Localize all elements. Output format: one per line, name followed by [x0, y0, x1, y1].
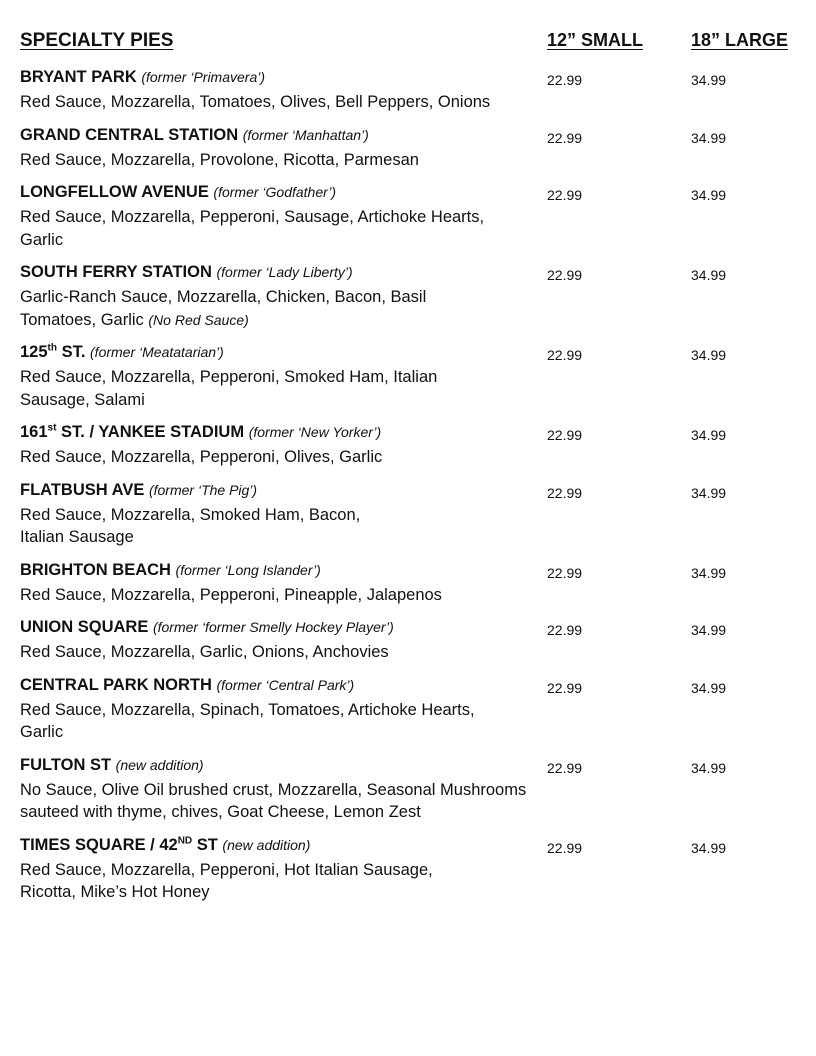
description-text: Red Sauce, Mozzarella, Smoked Ham, Bacon, [20, 505, 361, 524]
pie-name-text: BRIGHTON BEACH [20, 560, 171, 579]
description-line [20, 91, 800, 114]
menu-item [20, 836, 800, 904]
pie-description [20, 779, 800, 824]
menu-item-heading [20, 263, 800, 286]
pie-name [20, 263, 353, 282]
description-line [20, 526, 800, 549]
description-line [20, 721, 800, 744]
pie-former-name: (former ‘Godfather’) [213, 184, 337, 200]
pie-former-name: (former ‘Lady Liberty’) [216, 264, 353, 280]
pie-name-superscript: th [47, 342, 57, 354]
menu-item-heading [20, 836, 800, 859]
pie-name [20, 68, 265, 87]
description-line [20, 286, 800, 309]
small-price: 22.99 [547, 347, 583, 363]
description-line [20, 641, 800, 664]
menu-item-heading [20, 68, 800, 91]
pie-description [20, 91, 800, 114]
menu-item [20, 756, 800, 824]
pie-name [20, 481, 257, 500]
large-price: 34.99 [691, 484, 727, 501]
menu-item [20, 618, 800, 664]
menu-item [20, 263, 800, 331]
pie-description [20, 286, 800, 331]
pie-description [20, 366, 800, 411]
small-price: 22.99 [547, 679, 583, 696]
large-price: 34.99 [691, 622, 727, 638]
pie-name [20, 423, 381, 442]
menu-item [20, 343, 800, 411]
pie-former-name: (former ‘Long Islander’) [175, 561, 321, 578]
pie-name [20, 343, 224, 362]
pie-former-name: (former ‘New Yorker’) [248, 424, 382, 440]
pie-former-name: (former ‘Manhattan’) [242, 126, 369, 143]
description-text: Red Sauce, Mozzarella, Garlic, Onions, Anchovies [20, 643, 389, 661]
description-line [20, 584, 800, 607]
description-text: Garlic [20, 230, 64, 249]
small-price: 22.99 [547, 484, 583, 501]
description-line [20, 446, 800, 469]
large-price: 34.99 [691, 187, 727, 203]
large-price: 34.99 [691, 347, 727, 363]
description-text: Sausage, Salami [20, 390, 145, 409]
pie-description [20, 206, 800, 251]
pie-name [20, 836, 310, 855]
description-text: Garlic [20, 723, 64, 741]
description-line [20, 366, 800, 389]
section-title: SPECIALTY PIES [20, 30, 174, 51]
description-text: Red Sauce, Mozzarella, Pepperoni, Hot Italian Sausage, [20, 860, 433, 879]
description-line [20, 149, 800, 172]
large-price: 34.99 [691, 72, 727, 88]
pie-name [20, 561, 321, 580]
pie-name-text: SOUTH FERRY STATION [20, 263, 212, 281]
description-line [20, 801, 800, 824]
large-price: 34.99 [691, 427, 727, 443]
pie-list [20, 68, 800, 916]
small-price: 22.99 [547, 427, 583, 443]
menu-header [20, 30, 800, 58]
small-price: 22.99 [547, 187, 583, 203]
pie-former-name: (new addition) [222, 836, 311, 853]
description-line [20, 389, 800, 412]
pie-former-name: (former ‘The Pig’) [148, 481, 258, 498]
small-price: 22.99 [547, 564, 583, 581]
pie-description [20, 584, 800, 607]
menu-item [20, 423, 800, 469]
description-note: (No Red Sauce) [148, 311, 249, 328]
description-line [20, 504, 800, 527]
small-size-column-header: 12” SMALL [547, 30, 644, 50]
menu-item-heading [20, 756, 800, 779]
menu-item [20, 68, 800, 114]
description-text: No Sauce, Olive Oil brushed crust, Mozzarella, Seasonal Mushrooms [20, 780, 527, 799]
pie-name [20, 183, 336, 202]
pie-description [20, 859, 800, 904]
description-text: Tomatoes, Garlic [20, 310, 144, 329]
pie-name-text: TIMES SQUARE / 42 [20, 835, 178, 854]
menu-item-heading [20, 343, 800, 366]
large-price: 34.99 [691, 759, 727, 776]
small-price: 22.99 [547, 759, 583, 776]
description-text: Garlic-Ranch Sauce, Mozzarella, Chicken, Bacon, Basil [20, 288, 427, 306]
description-line [20, 229, 800, 252]
pie-former-name: (new addition) [115, 756, 204, 773]
description-line [20, 881, 800, 904]
pie-description [20, 504, 800, 549]
menu-item-heading [20, 561, 800, 584]
small-price: 22.99 [547, 622, 583, 638]
menu-item [20, 183, 800, 251]
description-line [20, 309, 800, 332]
large-price: 34.99 [691, 564, 727, 581]
large-price: 34.99 [691, 679, 727, 696]
small-price: 22.99 [547, 72, 583, 88]
pie-name [20, 756, 204, 775]
pie-former-name: (former ‘former Smelly Hockey Player’) [152, 619, 394, 635]
description-text: Italian Sausage [20, 528, 134, 546]
pie-name-text: 125 [20, 343, 48, 361]
description-line [20, 779, 800, 802]
pie-description [20, 641, 800, 664]
menu-item [20, 561, 800, 607]
description-line [20, 206, 800, 229]
large-size-column-header: 18” LARGE [691, 30, 789, 50]
menu-item-heading [20, 423, 800, 446]
small-price: 22.99 [547, 839, 583, 856]
description-text: Red Sauce, Mozzarella, Provolone, Ricotta, Parmesan [20, 150, 419, 169]
pie-name-text: FULTON ST [20, 755, 112, 774]
pie-name-superscript: st [47, 422, 57, 434]
large-price: 34.99 [691, 129, 727, 146]
small-price: 22.99 [547, 267, 583, 283]
menu-item-heading [20, 481, 800, 504]
menu-item [20, 126, 800, 172]
large-price: 34.99 [691, 267, 727, 283]
description-text: sauteed with thyme, chives, Goat Cheese, Lemon Zest [20, 803, 421, 821]
pie-name [20, 618, 394, 637]
pie-name-superscript: ND [177, 835, 193, 846]
menu-item [20, 676, 800, 744]
pie-description [20, 446, 800, 469]
description-text: Red Sauce, Mozzarella, Pepperoni, Smoked Ham, Italian [20, 368, 438, 386]
menu-item-heading [20, 676, 800, 699]
pie-name-text: LONGFELLOW AVENUE [20, 183, 209, 201]
pie-name-suffix: ST. [56, 343, 86, 361]
menu-item-heading [20, 618, 800, 641]
pie-name-text: 161 [20, 423, 48, 441]
pie-former-name: (former ‘Central Park’) [216, 676, 355, 693]
pie-name-suffix: ST. / YANKEE STADIUM [56, 423, 245, 441]
description-text: Red Sauce, Mozzarella, Pepperoni, Sausage, Artichoke Hearts, [20, 208, 485, 226]
pie-former-name: (former ‘Meatatarian’) [90, 344, 224, 360]
pie-name-text: FLATBUSH AVE [20, 480, 145, 499]
pie-former-name: (former ‘Primavera’) [141, 69, 266, 85]
large-price: 34.99 [691, 839, 727, 856]
menu-item [20, 481, 800, 549]
pie-name-text: UNION SQUARE [20, 618, 149, 636]
pie-description [20, 149, 800, 172]
description-line [20, 699, 800, 722]
pie-description [20, 699, 800, 744]
menu-item-heading [20, 183, 800, 206]
pie-name [20, 126, 369, 145]
description-text: Red Sauce, Mozzarella, Spinach, Tomatoes, Artichoke Hearts, [20, 700, 475, 719]
description-line [20, 859, 800, 882]
description-text: Red Sauce, Mozzarella, Tomatoes, Olives, Bell Peppers, Onions [20, 93, 491, 111]
pie-name-suffix: ST [192, 835, 218, 854]
pie-name-text: CENTRAL PARK NORTH [20, 675, 212, 694]
small-price: 22.99 [547, 129, 583, 146]
pie-name-text: BRYANT PARK [20, 68, 137, 86]
pie-name [20, 676, 354, 695]
menu-item-heading [20, 126, 800, 149]
description-text: Ricotta, Mike’s Hot Honey [20, 883, 210, 901]
pie-name-text: GRAND CENTRAL STATION [20, 125, 239, 144]
description-text: Red Sauce, Mozzarella, Pepperoni, Pineapple, Jalapenos [20, 585, 442, 604]
description-text: Red Sauce, Mozzarella, Pepperoni, Olives, Garlic [20, 448, 383, 466]
